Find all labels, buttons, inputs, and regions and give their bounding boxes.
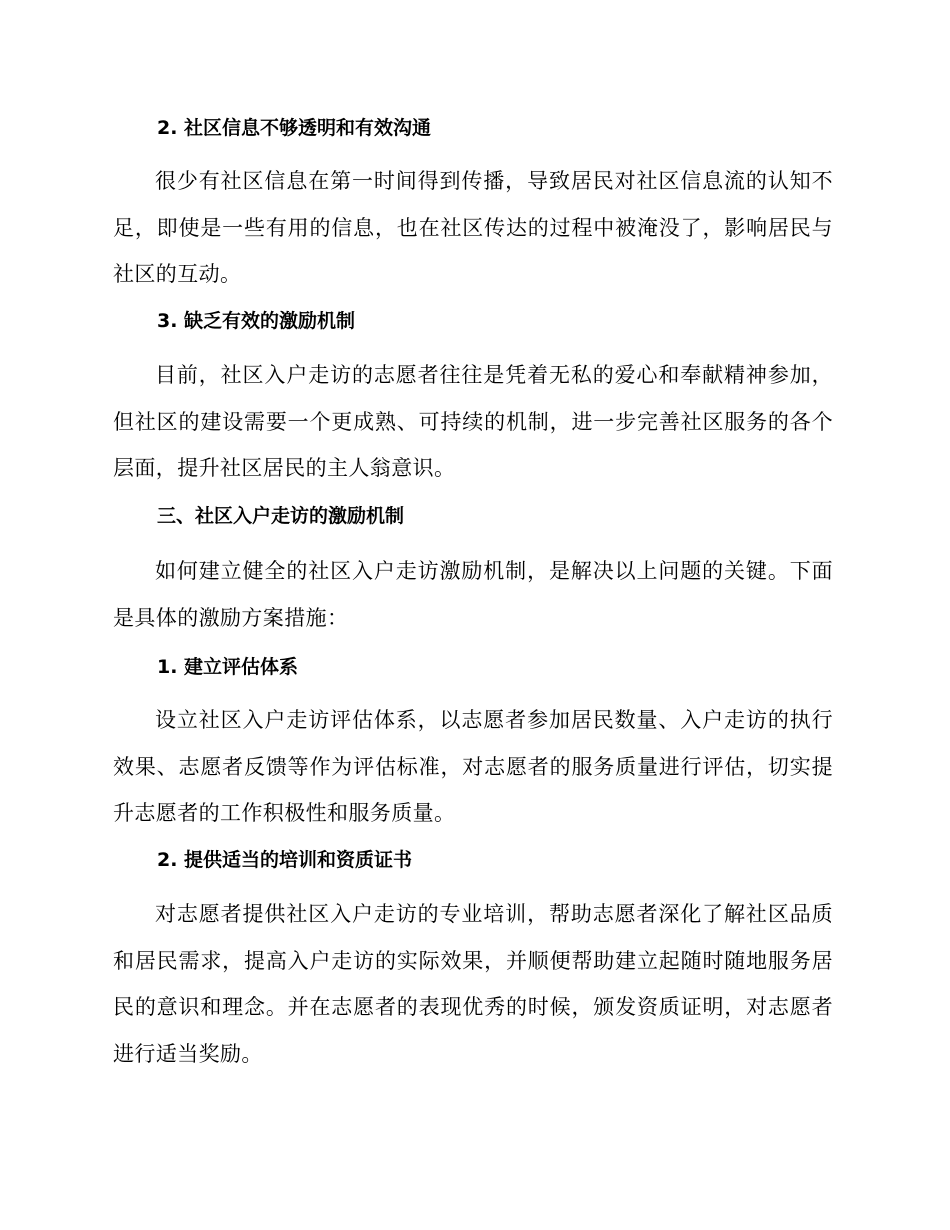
body-paragraph: 对志愿者提供社区入户走访的专业培训，帮助志愿者深化了解社区品质和居民需求，提高入户走访的实际效果，并顺便帮助建立起随时随地服务居民的意识和理念。并在志愿者的表现优秀的时候，颁发资质证明，对志愿者进行适当奖励。: [113, 902, 833, 1066]
section-heading: 三、社区入户走访的激励机制: [157, 505, 405, 527]
section-heading: 3. 缺乏有效的激励机制: [157, 310, 356, 332]
section-heading: 2. 社区信息不够透明和有效沟通: [157, 117, 432, 139]
body-paragraph: 很少有社区信息在第一时间得到传播，导致居民对社区信息流的认知不足，即使是一些有用的信息，也在社区传达的过程中被淹没了，影响居民与社区的互动。: [113, 169, 833, 286]
section-heading: 1. 建立评估体系: [157, 656, 299, 678]
body-paragraph: 设立社区入户走访评估体系，以志愿者参加居民数量、入户走访的执行效果、志愿者反馈等作为评估标准，对志愿者的服务质量进行评估，切实提升志愿者的工作积极性和服务质量。: [113, 708, 833, 825]
body-paragraph: 目前，社区入户走访的志愿者往往是凭着无私的爱心和奉献精神参加，但社区的建设需要一个更成熟、可持续的机制，进一步完善社区服务的各个层面，提升社区居民的主人翁意识。: [113, 363, 833, 480]
section-heading: 2. 提供适当的培训和资质证书: [157, 849, 413, 871]
body-paragraph: 如何建立健全的社区入户走访激励机制，是解决以上问题的关键。下面是具体的激励方案措施：: [113, 559, 833, 630]
